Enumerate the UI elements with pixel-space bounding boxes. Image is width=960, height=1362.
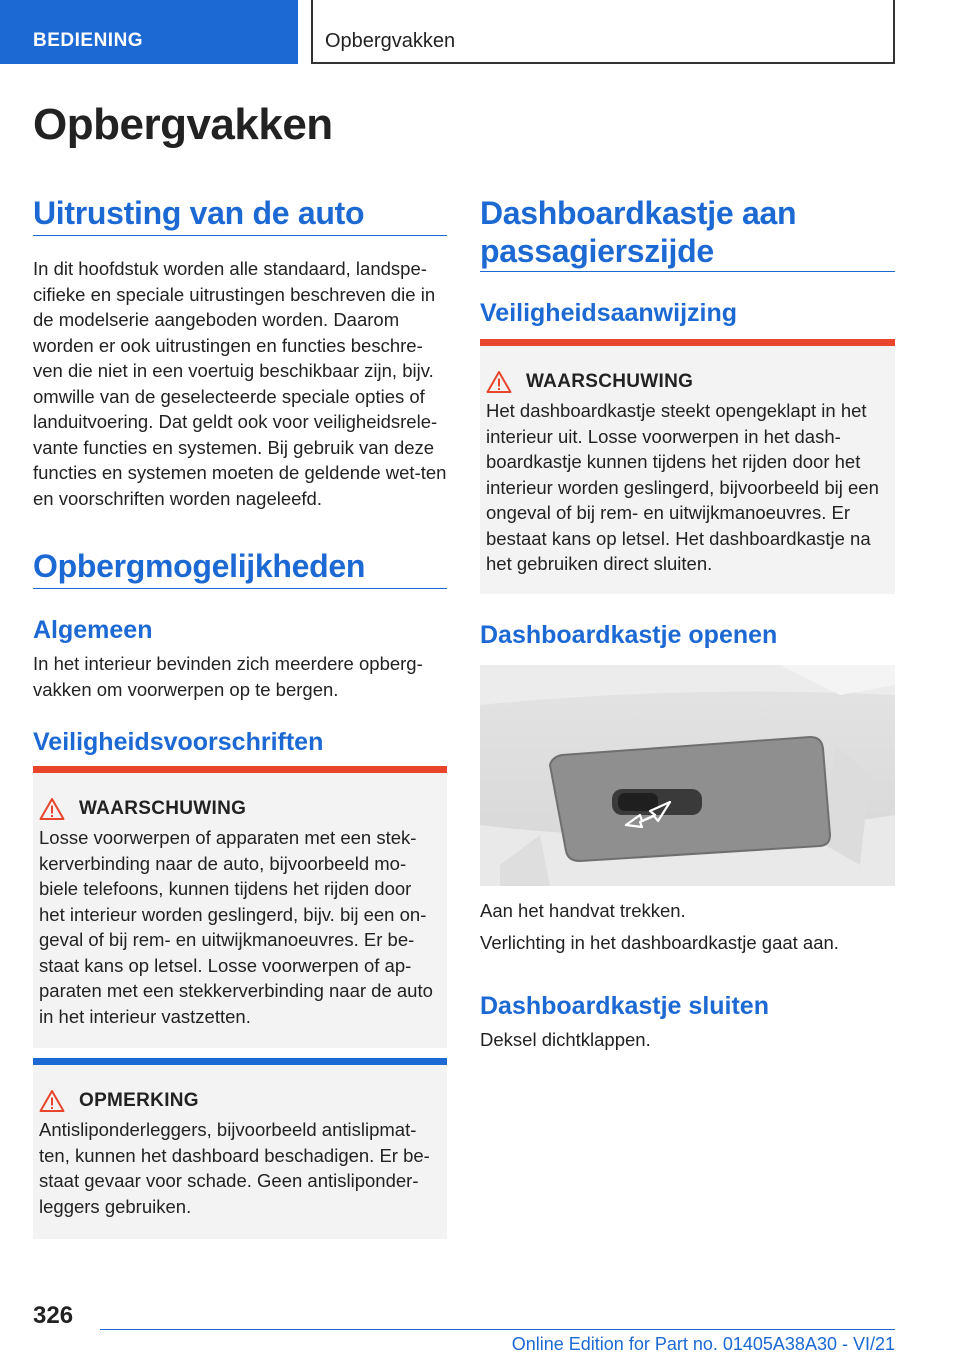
- heading-openen: Dashboardkastje openen: [480, 621, 778, 649]
- warning-text: Het dashboardkastje steekt opengeklapt in het interieur uit. Losse voorwerpen in het dash-boardkastje kunnen tijdens het rijden door het interieur worden geslingerd, bijvoorbeeld bij een ongeval of bij rem- en uitwijkmanoeuvres. Er bestaat kans op letsel. Het dashboardkastje na het gebruiken direct sluiten.: [486, 400, 879, 574]
- section-tab: [0, 0, 298, 64]
- paragraph-openen-2: Verlichting in het dashboardkastje gaat aan.: [480, 932, 839, 953]
- glovebox-illustration: [480, 665, 895, 886]
- heading-opbergmogelijkheden: Opbergmogelijkheden: [33, 547, 447, 589]
- heading-sluiten: Dashboardkastje sluiten: [480, 992, 769, 1020]
- glovebox-image: [480, 665, 895, 886]
- note-header: [39, 1089, 199, 1113]
- warning-label: WAARSCHUWING: [79, 798, 247, 819]
- warning-triangle-icon: [39, 797, 65, 821]
- note-label: OPMERKING: [79, 1090, 199, 1111]
- heading-veiligheidsaanwijzing: Veiligheidsaanwijzing: [480, 299, 738, 327]
- warning-text: Losse voorwerpen of apparaten met een stek-kerverbinding naar de auto, bijvoorbeeld mo-biele telefoons, kunnen tijdens het rijden door het interieur worden geslingerd, bijv. bij een on-geval of bij rem- en uitwijkmanoeuvres. Er be-staat kans op letsel. Losse voorwerpen of ap-paraten met een stekkerverbinding naar de auto in het interieur vastzetten.: [39, 827, 433, 1027]
- heading-veiligheidsvoorschriften: Veiligheidsvoorschriften: [33, 728, 324, 756]
- note-box: [33, 1058, 447, 1239]
- breadcrumb: [311, 0, 895, 64]
- page-number: 326: [33, 1302, 74, 1329]
- page-title: Opbergvakken: [33, 100, 333, 149]
- heading-uitrusting: Uitrusting van de auto: [33, 194, 447, 236]
- warning-box-right: [480, 339, 895, 594]
- footer-edition: Online Edition for Part no. 01405A38A30 - VI/21: [511, 1334, 895, 1354]
- warning-header: [39, 797, 246, 821]
- warning-label: WAARSCHUWING: [526, 371, 694, 392]
- warning-triangle-icon: [39, 1089, 65, 1113]
- breadcrumb-label: Opbergvakken: [325, 30, 456, 52]
- paragraph-uitrusting: In dit hoofdstuk worden alle standaard, landspe-cifieke en speciale uitrustingen beschreven die in de modelserie aangeboden worden. Daarom worden er ook uitrustingen en functies beschre-ven die niet in een voertuig beschikbaar zijn, bijv. omwille van de geselecteerde speciale opties of landuitvoering. Dat geldt ook voor veiligheidsrele-vante functies en systemen. Bij gebruik van deze functies en systemen moeten de geldende wet-ten en voorschriften worden nageleefd.: [33, 258, 447, 509]
- section-label: BEDIENING: [33, 30, 144, 51]
- warning-box-left: [33, 766, 447, 1048]
- paragraph-sluiten: Deksel dichtklappen.: [480, 1029, 651, 1050]
- heading-dashboardkastje: Dashboardkastje aan passagierszijde: [480, 194, 895, 272]
- warning-triangle-icon: [486, 370, 512, 394]
- paragraph-openen-1: Aan het handvat trekken.: [480, 900, 686, 921]
- warning-header: [486, 370, 693, 394]
- footer-divider: [100, 1329, 895, 1330]
- heading-algemeen: Algemeen: [33, 616, 153, 644]
- paragraph-algemeen: In het interieur bevinden zich meerdere opberg-vakken om voorwerpen op te bergen.: [33, 653, 423, 700]
- note-text: Antisliponderleggers, bijvoorbeeld antislipmat-ten, kunnen het dashboard beschadigen. Er be-staat gevaar voor schade. Geen antisliponder-leggers gebruiken.: [39, 1119, 430, 1217]
